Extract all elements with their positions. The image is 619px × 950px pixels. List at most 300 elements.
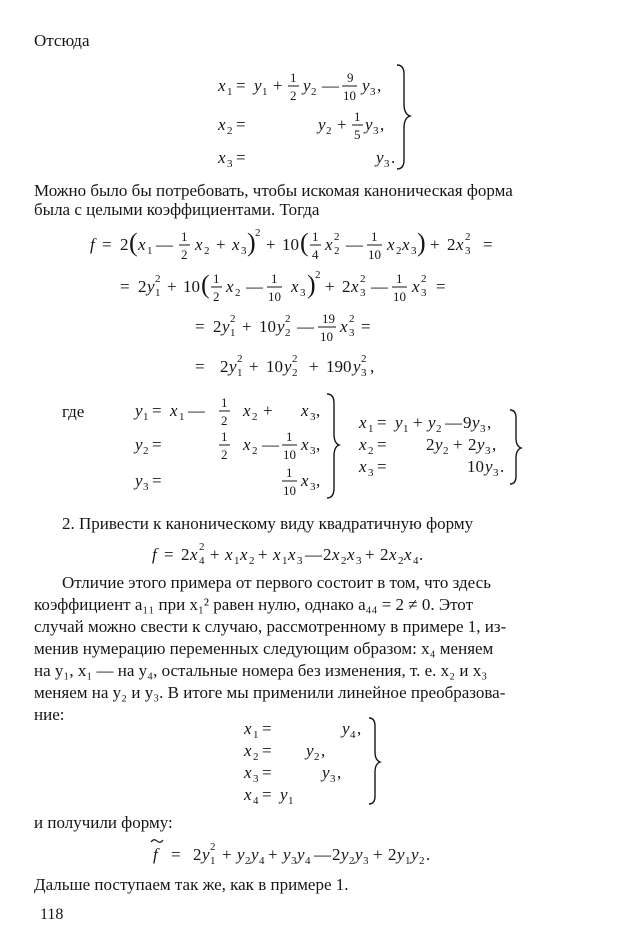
- sub: 3: [361, 367, 367, 379]
- punct: ,: [370, 357, 375, 376]
- paragraph-2-line-4: менив нумерацию переменных следующим образом: x₄ меняем: [34, 639, 494, 658]
- var: y: [135, 435, 143, 454]
- punct: .: [500, 457, 505, 476]
- coef: 2: [342, 277, 351, 296]
- var: x: [232, 235, 240, 254]
- num: 9: [347, 70, 354, 85]
- sub: 1: [234, 555, 240, 567]
- sup: 2: [199, 541, 205, 553]
- paragraph-2-line-5: на y₁, x₁ — на y₄, остальные номера без изменения, т. е. x₂ и x₃: [34, 661, 488, 680]
- eq: =: [436, 277, 446, 296]
- i-poluchili-text: и получили форму:: [34, 813, 173, 832]
- paragraph-2-line-1: Отличие этого примера от первого состоит в том, что здесь: [62, 573, 491, 592]
- op: +: [266, 235, 276, 254]
- sup: 2: [421, 273, 427, 285]
- op: —: [346, 235, 363, 254]
- punct: ,: [357, 719, 362, 738]
- var: y: [435, 435, 443, 454]
- sub: 1: [403, 423, 409, 435]
- rparen: ): [417, 228, 426, 257]
- rparen: ): [247, 228, 256, 257]
- sub: 3: [411, 245, 417, 257]
- var: x: [404, 545, 412, 564]
- var: x: [332, 545, 340, 564]
- var: y: [306, 741, 314, 760]
- paragraph-2-line-6: меняем на y₂ и y₃. В итоге мы применили линейное преобразова-: [34, 683, 506, 702]
- num: 1: [354, 109, 361, 124]
- var: x: [243, 401, 251, 420]
- paragraph-1-line-1: Можно было бы потребовать, чтобы искомая каноническая форма: [34, 181, 513, 200]
- var: y: [251, 845, 259, 864]
- sub: 4: [305, 855, 311, 867]
- var: x: [347, 545, 355, 564]
- sup: 2: [210, 841, 216, 853]
- eq: =: [236, 148, 246, 167]
- op: —: [246, 277, 263, 296]
- var: y: [147, 277, 155, 296]
- punct: ,: [316, 435, 321, 454]
- op: —: [156, 235, 173, 254]
- var: x: [340, 317, 348, 336]
- punct: .: [426, 845, 431, 864]
- var: y: [355, 845, 363, 864]
- var: x: [387, 235, 395, 254]
- sup: 2: [292, 353, 298, 365]
- sub: 1: [405, 855, 411, 867]
- coef: 2: [213, 317, 222, 336]
- sub: 4: [199, 555, 205, 567]
- coef: 10: [259, 317, 276, 336]
- var: y: [485, 457, 493, 476]
- sub: 2: [285, 327, 291, 339]
- sub: 1: [253, 729, 259, 741]
- eq: =: [152, 401, 162, 420]
- sub: 3: [356, 555, 362, 567]
- sub: 1: [282, 555, 288, 567]
- var: x: [218, 148, 226, 167]
- sup: 2: [361, 353, 367, 365]
- sub: 4: [259, 855, 265, 867]
- coef: 2: [181, 545, 190, 564]
- coef: 2: [332, 845, 341, 864]
- op: +: [268, 845, 278, 864]
- sub: 1: [368, 423, 374, 435]
- eq: =: [377, 413, 387, 432]
- var: x: [402, 235, 410, 254]
- paragraph-2-line-7: ние:: [34, 705, 65, 724]
- op: —: [445, 413, 462, 432]
- paragraph-1-line-2: была с целыми коэффициентами. Тогда: [34, 200, 320, 219]
- eq: =: [102, 235, 112, 254]
- sub: 2: [398, 555, 404, 567]
- right-brace-x: [510, 410, 521, 484]
- sub: 2: [292, 367, 298, 379]
- eq: =: [195, 317, 205, 336]
- gde-text: где: [62, 402, 85, 421]
- sup: 2: [360, 273, 366, 285]
- eq: =: [262, 719, 272, 738]
- f-symbol: f: [152, 545, 157, 564]
- op: +: [242, 317, 252, 336]
- var: x: [359, 413, 367, 432]
- sub: 3: [310, 445, 316, 457]
- eq: =: [236, 76, 246, 95]
- num: 1: [221, 429, 228, 444]
- den: 10: [393, 289, 406, 304]
- sup: 2: [237, 353, 243, 365]
- sub: 3: [291, 855, 297, 867]
- punct: ,: [380, 115, 385, 134]
- sub: 2: [341, 555, 347, 567]
- punct: ,: [316, 401, 321, 420]
- sub: 3: [421, 287, 427, 299]
- op: —: [305, 545, 322, 564]
- op: +: [222, 845, 232, 864]
- punct: ,: [487, 413, 492, 432]
- op: +: [413, 413, 423, 432]
- op: —: [262, 435, 279, 454]
- op: +: [273, 76, 283, 95]
- sub: 3: [360, 287, 366, 299]
- den: 10: [343, 88, 356, 103]
- sub: 3: [241, 245, 247, 257]
- var: y: [222, 317, 230, 336]
- var: y: [202, 845, 210, 864]
- sub: 2: [235, 287, 241, 299]
- var: x: [325, 235, 333, 254]
- op: +: [337, 115, 347, 134]
- var: y: [411, 845, 419, 864]
- sub: 3: [373, 125, 379, 137]
- var: y: [353, 357, 361, 376]
- coef: 2: [193, 845, 202, 864]
- sub: 3: [384, 158, 390, 170]
- right-brace: [397, 65, 410, 169]
- sub: 4: [253, 795, 259, 807]
- num: 1: [371, 229, 378, 244]
- var: x: [170, 401, 178, 420]
- op: +: [263, 401, 273, 420]
- var: x: [244, 741, 252, 760]
- var: x: [412, 277, 420, 296]
- var: y: [297, 845, 305, 864]
- coef: 10: [183, 277, 200, 296]
- sup: 2: [155, 273, 161, 285]
- den: 10: [368, 247, 381, 262]
- eq: =: [377, 435, 387, 454]
- sub: 2: [368, 445, 374, 457]
- sub: 3: [480, 423, 486, 435]
- eq: =: [120, 277, 130, 296]
- paragraph-2-line-3: случай можно свести к случаю, рассмотренному в примере 1, из-: [34, 617, 507, 636]
- den: 2: [221, 447, 228, 462]
- var: y: [395, 413, 403, 432]
- rparen: ): [307, 270, 316, 299]
- eq: =: [236, 115, 246, 134]
- den: 2: [213, 289, 220, 304]
- num: 1: [271, 271, 278, 286]
- op: +: [430, 235, 440, 254]
- coef: 2: [426, 435, 435, 454]
- var: x: [190, 545, 198, 564]
- sub: 3: [253, 773, 259, 785]
- eq: =: [195, 357, 205, 376]
- right-brace: [369, 718, 380, 804]
- sub: 2: [252, 411, 258, 423]
- var: y: [237, 845, 245, 864]
- num: 1: [290, 70, 297, 85]
- num: 1: [286, 465, 293, 480]
- sub: 2: [436, 423, 442, 435]
- var: y: [254, 76, 262, 95]
- sup: 2: [255, 227, 261, 239]
- var: x: [240, 545, 248, 564]
- var: y: [362, 76, 370, 95]
- var: y: [376, 148, 384, 167]
- sub: 3: [493, 467, 499, 479]
- var: y: [284, 357, 292, 376]
- sub: 2: [311, 86, 317, 98]
- sub: 3: [310, 481, 316, 493]
- otsyuda-text: Отсюда: [34, 31, 90, 50]
- coef: 2: [380, 545, 389, 564]
- eq: =: [164, 545, 174, 564]
- sys1-x1-lhs: x: [218, 76, 226, 95]
- var: y: [303, 76, 311, 95]
- var: x: [273, 545, 281, 564]
- coef: 2: [323, 545, 332, 564]
- lparen: (: [300, 228, 309, 257]
- punct: .: [419, 545, 424, 564]
- coef: 9: [463, 413, 472, 432]
- var: y: [477, 435, 485, 454]
- example-2-form: [148, 538, 488, 570]
- tilde: [151, 840, 163, 843]
- eq: =: [483, 235, 493, 254]
- linear-transformation: [236, 712, 396, 808]
- var: x: [244, 785, 252, 804]
- sub: 3: [465, 245, 471, 257]
- sub: 4: [413, 555, 419, 567]
- var: y: [397, 845, 405, 864]
- den: 2: [290, 88, 297, 103]
- var: x: [301, 401, 309, 420]
- sub: 1: [155, 287, 161, 299]
- sub: 1: [147, 245, 153, 257]
- sub: 2: [443, 445, 449, 457]
- sub: 3: [297, 555, 303, 567]
- sup: 2: [315, 269, 321, 281]
- sub: 2: [252, 445, 258, 457]
- sub: 2: [314, 751, 320, 763]
- sup: 2: [334, 231, 340, 243]
- paragraph-2-line-2: коэффициент a₁₁ при x₁² равен нулю, однако a₄₄ = 2 ≠ 0. Этот: [34, 595, 474, 614]
- var: x: [291, 277, 299, 296]
- num: 1: [181, 229, 188, 244]
- var: x: [359, 457, 367, 476]
- sub: 2: [227, 125, 233, 137]
- var: y: [341, 845, 349, 864]
- sub: 3: [485, 445, 491, 457]
- var: y: [135, 471, 143, 490]
- sub: 2: [419, 855, 425, 867]
- var: x: [195, 235, 203, 254]
- sub: 3: [310, 411, 316, 423]
- var: y: [322, 763, 330, 782]
- op: +: [249, 357, 259, 376]
- sub: 1: [262, 86, 268, 98]
- op: —: [322, 76, 339, 95]
- op: —: [297, 317, 314, 336]
- sub: 2: [326, 125, 332, 137]
- right-brace-y: [327, 394, 339, 498]
- op: —: [371, 277, 388, 296]
- sub: 2: [249, 555, 255, 567]
- coef: 2: [120, 235, 129, 254]
- var: x: [456, 235, 464, 254]
- f-symbol: f: [90, 235, 95, 254]
- sub: 3: [330, 773, 336, 785]
- punct: ,: [316, 471, 321, 490]
- coef: 10: [282, 235, 299, 254]
- coef: 190: [326, 357, 352, 376]
- coef: 2: [220, 357, 229, 376]
- var: y: [283, 845, 291, 864]
- eq: =: [152, 471, 162, 490]
- op: +: [210, 545, 220, 564]
- op: —: [314, 845, 331, 864]
- sub: 4: [350, 729, 356, 741]
- var: y: [342, 719, 350, 738]
- sub: 3: [370, 86, 376, 98]
- sub: 2: [204, 245, 210, 257]
- den: 2: [221, 413, 228, 428]
- op: +: [373, 845, 383, 864]
- var: y: [428, 413, 436, 432]
- punct: ,: [321, 741, 326, 760]
- var: x: [225, 545, 233, 564]
- sub: 3: [143, 481, 149, 493]
- lparen: (: [129, 228, 138, 257]
- var: y: [277, 317, 285, 336]
- sub: 1: [210, 855, 216, 867]
- den: 4: [312, 247, 319, 262]
- den: 5: [354, 127, 361, 142]
- var: y: [135, 401, 143, 420]
- den: 10: [283, 483, 296, 498]
- den: 10: [283, 447, 296, 462]
- var: x: [138, 235, 146, 254]
- sub: 2: [396, 245, 402, 257]
- sub: 1: [179, 411, 185, 423]
- coef: 2: [388, 845, 397, 864]
- eq: =: [262, 785, 272, 804]
- den: 10: [320, 329, 333, 344]
- var: y: [472, 413, 480, 432]
- num: 1: [396, 271, 403, 286]
- coef: 2: [468, 435, 477, 454]
- var: y: [318, 115, 326, 134]
- sub: 1: [237, 367, 243, 379]
- sub: 3: [349, 327, 355, 339]
- punct: ,: [377, 76, 382, 95]
- sub: 3: [227, 158, 233, 170]
- sub: 3: [363, 855, 369, 867]
- page-number: 118: [40, 906, 64, 923]
- f-derivation: [80, 220, 550, 390]
- coef: 2: [447, 235, 456, 254]
- num: 1: [286, 429, 293, 444]
- op: +: [325, 277, 335, 296]
- eq: =: [262, 763, 272, 782]
- var: x: [243, 435, 251, 454]
- punct: ,: [492, 435, 497, 454]
- sub: 1: [227, 86, 233, 98]
- eq: =: [171, 845, 181, 864]
- sup: 2: [230, 313, 236, 325]
- eq: =: [152, 435, 162, 454]
- coef: 2: [138, 277, 147, 296]
- den: 2: [181, 247, 188, 262]
- var: x: [226, 277, 234, 296]
- var: x: [351, 277, 359, 296]
- punct: .: [391, 148, 396, 167]
- op: +: [365, 545, 375, 564]
- lparen: (: [201, 270, 210, 299]
- op: +: [167, 277, 177, 296]
- var: x: [288, 545, 296, 564]
- var: x: [244, 763, 252, 782]
- sub: 2: [334, 245, 340, 257]
- var: x: [301, 435, 309, 454]
- var: x: [218, 115, 226, 134]
- sub: 2: [349, 855, 355, 867]
- sub: 2: [143, 445, 149, 457]
- f-symbol: f: [153, 845, 158, 864]
- var: y: [365, 115, 373, 134]
- sub: 1: [230, 327, 236, 339]
- sub: 1: [143, 411, 149, 423]
- num: 1: [221, 395, 228, 410]
- sup: 2: [285, 313, 291, 325]
- punct: ,: [337, 763, 342, 782]
- coef: 10: [266, 357, 283, 376]
- op: —: [188, 401, 205, 420]
- var: x: [359, 435, 367, 454]
- sub: 3: [368, 467, 374, 479]
- eq: =: [262, 741, 272, 760]
- var: x: [244, 719, 252, 738]
- eq: =: [377, 457, 387, 476]
- var: x: [301, 471, 309, 490]
- example-2-heading: 2. Привести к каноническому виду квадратичную форму: [62, 514, 474, 533]
- num: 1: [312, 229, 319, 244]
- sub: 2: [245, 855, 251, 867]
- op: +: [216, 235, 226, 254]
- var: x: [389, 545, 397, 564]
- sup: 2: [349, 313, 355, 325]
- sub: 1: [288, 795, 294, 807]
- coef: 10: [467, 457, 484, 476]
- op: +: [309, 357, 319, 376]
- var: y: [280, 785, 288, 804]
- last-line-text: Дальше поступаем так же, как в примере 1.: [34, 875, 349, 894]
- op: +: [453, 435, 463, 454]
- system-x-from-y-svg: [200, 60, 430, 172]
- sub: 2: [253, 751, 259, 763]
- y-and-x-systems: [125, 388, 535, 503]
- sup: 2: [465, 231, 471, 243]
